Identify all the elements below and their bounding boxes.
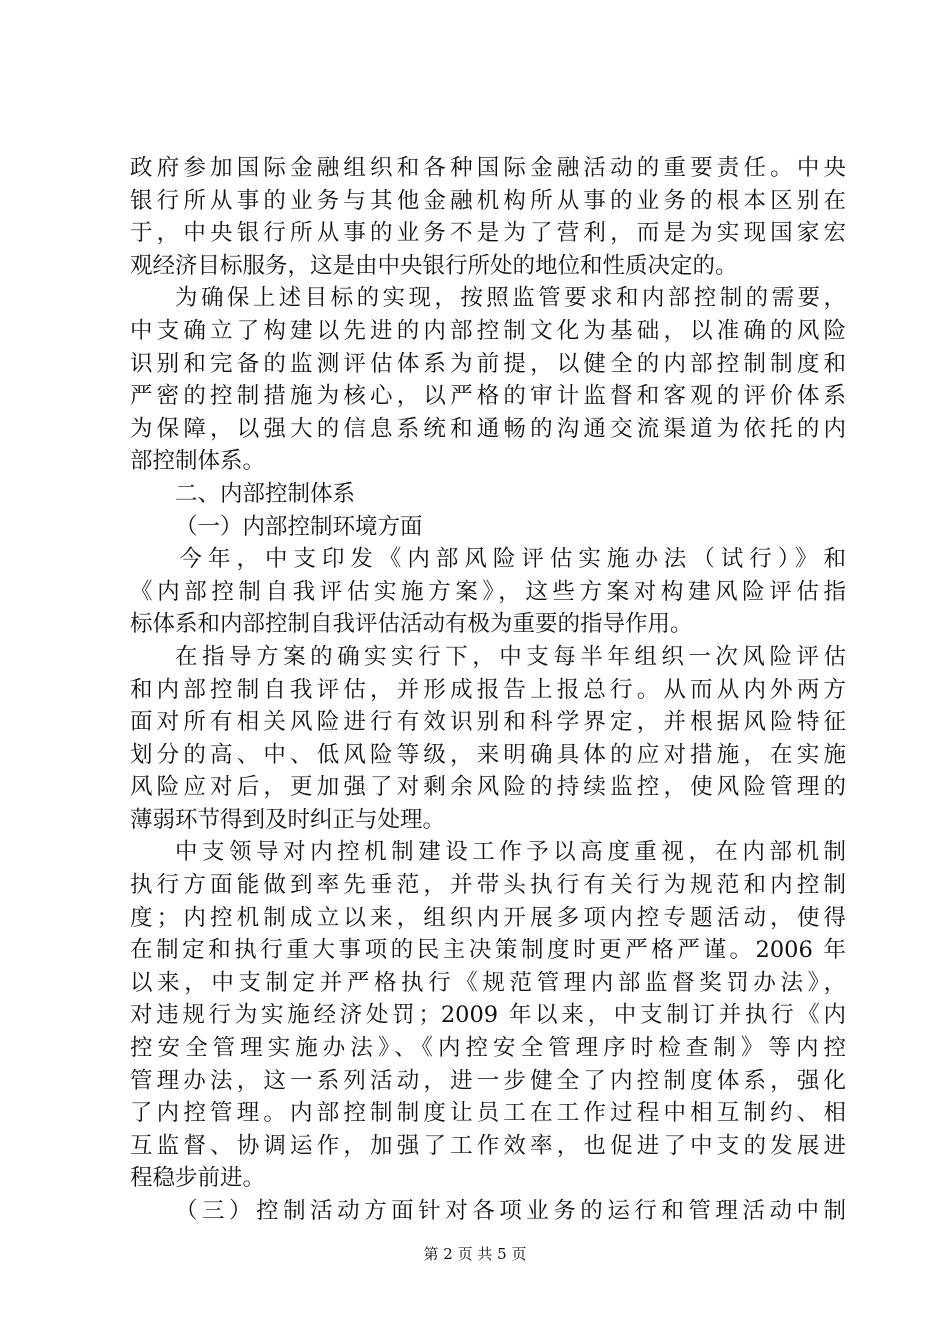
document-body (130, 152, 846, 1228)
text-line: 为确保上述目标的实现，按照监管要求和内部控制的需要， (175, 285, 846, 312)
text-line: 划分的高、中、低风险等级，来明确具体的应对措施，在实施 (130, 741, 846, 768)
text-line: 风险应对后，更加强了对剩余风险的持续监控，使风险管理的 (130, 774, 846, 801)
page-number-footer: 第 2 页 共 5 页 (423, 1245, 527, 1263)
text-line: 中支确立了构建以先进的内部控制文化为基础，以准确的风险 (130, 317, 846, 344)
text-line: （三）控制活动方面针对各项业务的运行和管理活动中制 (175, 1198, 846, 1224)
text-line: 以来，中支制定并严格执行《规范管理内部监督奖罚办法》， (130, 969, 846, 996)
text-line: 部控制体系。 (130, 448, 266, 475)
text-line: 标体系和内部控制自我评估活动有极为重要的指导作用。 (130, 611, 693, 638)
text-line: 和内部控制自我评估，并形成报告上报总行。从而从内外两方 (130, 676, 846, 703)
text-line: 严密的控制措施为核心，以严格的审计监督和客观的评价体系 (130, 383, 846, 410)
text-line: 度；内控机制成立以来，组织内开展多项内控专题活动，使得 (130, 904, 846, 931)
text-line: 互监督、协调运作，加强了工作效率，也促进了中支的发展进 (130, 1132, 846, 1159)
text-line: 识别和完备的监测评估体系为前提，以健全的内部控制制度和 (130, 350, 846, 377)
text-line: 执行方面能做到率先垂范，并带头执行有关行为规范和内控制 (130, 872, 846, 899)
text-line: 中支领导对内控机制建设工作予以高度重视，在内部机制 (175, 839, 846, 866)
text-line: 了内控管理。内部控制制度让员工在工作过程中相互制约、相 (130, 1100, 846, 1127)
text-line: 观经济目标服务，这是由中央银行所处的地位和性质决定的。 (130, 252, 738, 279)
text-line: 《内部控制自我评估实施方案》，这些方案对构建风险评估指 (130, 578, 846, 605)
text-line: 银行所从事的业务与其他金融机构所从事的业务的根本区别在 (130, 187, 846, 214)
text-line: 在指导方案的确实实行下，中支每半年组织一次风险评估 (175, 643, 846, 670)
text-line: 政府参加国际金融组织和各种国际金融活动的重要责任。中央 (130, 155, 846, 181)
text-line: 对违规行为实施经济处罚；2009 年以来，中支制订并执行《内 (130, 1002, 846, 1029)
text-line: 管理办法，这一系列活动，进一步健全了内控制度体系，强化 (130, 1067, 846, 1094)
text-line: 面对所有相关风险进行有效识别和科学界定，并根据风险特征 (130, 709, 846, 736)
text-line: 控安全管理实施办法》、《内控安全管理序时检查制》等内控 (130, 1035, 846, 1062)
text-line: 于，中央银行所从事的业务不是为了营利，而是为实现国家宏 (130, 220, 846, 247)
text-line: 为保障，以强大的信息系统和通畅的沟通交流渠道为依托的内 (130, 415, 846, 442)
text-line: 二、内部控制体系 (175, 480, 356, 507)
text-line: 今年，中支印发《内部风险评估实施办法（试行）》和 (179, 546, 846, 573)
text-line: 在制定和执行重大事项的民主决策制度时更严格严谨。2006 年 (130, 937, 846, 964)
text-line: 程稳步前进。 (130, 1165, 266, 1192)
text-line: （一）内部控制环境方面 (175, 513, 423, 540)
text-line: 薄弱环节得到及时纠正与处理。 (130, 806, 446, 833)
